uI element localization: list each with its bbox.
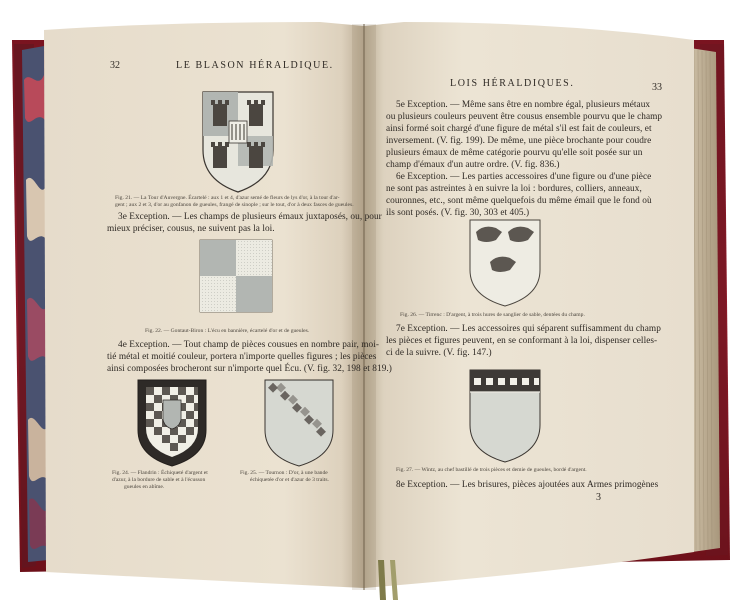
exception7-line-1: 7e Exception. — Les accessoires qui séparent suffisamment du champ	[396, 324, 661, 334]
left-page-number: 32	[110, 60, 120, 71]
exception5-line-5: plusieurs émaux de même catégorie pourvu qu'elle soit posée sur un	[386, 148, 643, 158]
fig21-caption-line-1: Fig. 21. — La Tour d'Auvergne. Écartelé : aux 1 et 4, d'azur semé de fleurs de lys d'or, à la tour d'ar-	[115, 195, 340, 201]
fig26-tirrenc-shield	[470, 220, 540, 306]
fig25-caption-line-1: Fig. 25. — Tournon : D'or, à une bande	[240, 470, 328, 476]
fig27-caption: Fig. 27. — Wintz, au chef bastillé de trois pièces et demie de gueules, bordé d'argent.	[396, 467, 587, 473]
exception6-line-3: couronnes, etc., sont même quelquefois du même émail que le fond où	[386, 196, 652, 206]
fig24-caption-line-3: gueules en abîme.	[124, 484, 165, 490]
fig25-tournon-shield	[265, 380, 333, 466]
fig22-gontaut-biron-banner	[200, 240, 272, 312]
exception5-line-4: inversement. (V. fig. 199). De même, une pièce brochante pour coudre	[386, 136, 652, 146]
fig21-tour-auvergne-shield	[203, 92, 273, 192]
exception4-line-3: ainsi composées brocheront sur n'importe quel Écu. (V. fig. 32, 198 et 819.)	[107, 364, 392, 374]
fig21-caption-line-2: gent ; aux 2 et 3, d'or au gonfanon de gueules, frangé de sinople ; sur le tout, d'or à deux fasces de gueules.	[115, 202, 354, 208]
exception4-line-2: tié métal et moitié couleur, portera n'importe quelles figures ; les pièces	[107, 352, 377, 362]
exception6-line-1: 6e Exception. — Les parties accessoires d'une figure ou d'une pièce	[396, 172, 652, 182]
fig24-flandrin-shield	[138, 380, 206, 466]
exception5-line-1: 5e Exception. — Même sans être en nombre égal, plusieurs métaux	[396, 100, 651, 110]
exception6-line-4: ils sont posés. (V. fig. 30, 303 et 405.)	[386, 208, 530, 218]
exception4-line-1: 4e Exception. — Tout champ de pièces cousues en nombre pair, moi-	[118, 340, 380, 350]
exception3-line-2: mieux préciser, cousus, ne suivent pas la loi.	[107, 224, 275, 234]
fig27-wintz-shield	[470, 370, 540, 462]
fig24-caption-line-2: d'azur, à la bordure de sable et à l'écusson	[112, 477, 206, 483]
exception5-line-3: ainsi formé soit chargé d'une figure de métal s'il est fait de couleurs, et	[386, 124, 652, 134]
exception5-line-6: champ d'émaux d'un autre ordre. (V. fig. 836.)	[386, 160, 560, 170]
exception3-line-1: 3e Exception. — Les champs de plusieurs émaux juxtaposés, ou, pour	[118, 212, 382, 222]
exception8-line: 8e Exception. — Les brisures, pièces ajoutées aux Armes primogènes	[396, 480, 659, 490]
signature-mark: 3	[596, 492, 601, 503]
exception5-line-2: ou plusieurs couleurs peuvent être cousus ensemble pourvu que le champ	[386, 112, 663, 122]
fig22-caption: Fig. 22. — Gontaut-Biron : L'écu en bannière, écartelé d'or et de gueules.	[145, 328, 310, 334]
right-running-head: LOIS HÉRALDIQUES.	[450, 78, 575, 89]
exception7-line-2: les pièces et figures peuvent, en se conformant à la loi, dispenser celles-	[386, 336, 658, 346]
fig24-caption-line-1: Fig. 24. — Flandrin : Échiqueté d'argent et	[112, 470, 208, 476]
fig26-caption: Fig. 26. — Tirrenc : D'argent, à trois hures de sanglier de sable, dentées du champ.	[400, 312, 585, 318]
exception6-line-2: ne sont pas astreintes à en suivre la loi : bordures, colliers, anneaux,	[386, 184, 642, 194]
left-running-head: LE BLASON HÉRALDIQUE.	[176, 60, 334, 71]
exception7-line-3: ci de la suivre. (V. fig. 147.)	[386, 348, 492, 358]
right-page-number: 33	[652, 82, 662, 93]
fig25-caption-line-2: échiquetée d'or et d'azur de 3 traits.	[250, 477, 329, 483]
page-edges	[690, 48, 720, 552]
